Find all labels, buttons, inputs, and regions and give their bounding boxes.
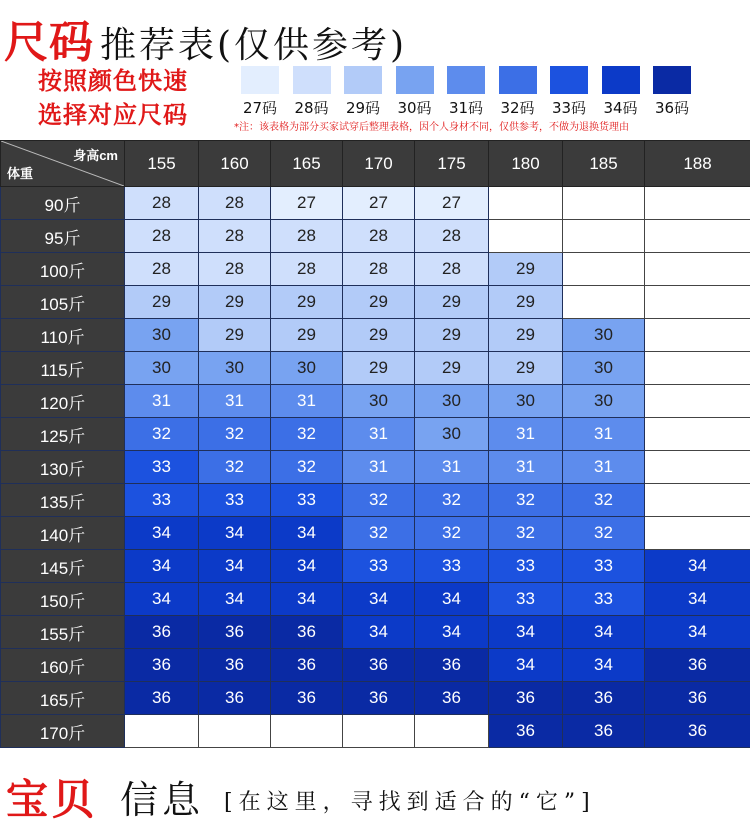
legend-swatch	[396, 66, 434, 94]
table-row	[1, 385, 750, 418]
size-cell: 31	[199, 385, 271, 418]
size-cell: 31	[563, 451, 645, 484]
legend-item	[595, 66, 647, 118]
size-cell: 28	[271, 220, 343, 253]
size-cell	[645, 418, 750, 451]
size-cell	[645, 352, 750, 385]
size-cell: 28	[271, 253, 343, 286]
weight-label-cell: 155斤	[1, 616, 125, 649]
size-cell	[415, 715, 489, 748]
footer-title-black: 信息	[120, 778, 205, 822]
table-row	[1, 187, 750, 220]
size-cell	[563, 220, 645, 253]
size-cell: 34	[645, 583, 750, 616]
size-cell: 32	[415, 517, 489, 550]
weight-label-cell: 95斤	[1, 220, 125, 253]
size-cell: 29	[199, 286, 271, 319]
size-cell: 31	[343, 418, 415, 451]
table-row	[1, 319, 750, 352]
size-cell: 36	[645, 649, 750, 682]
size-cell: 36	[199, 649, 271, 682]
size-cell: 28	[199, 187, 271, 220]
legend-label: 27码	[242, 99, 278, 117]
size-cell	[271, 715, 343, 748]
size-cell: 30	[415, 385, 489, 418]
weight-label-cell: 170斤	[1, 715, 125, 748]
height-header-cell: 188	[645, 141, 750, 187]
table-row	[1, 352, 750, 385]
size-cell: 29	[343, 286, 415, 319]
table-row	[1, 484, 750, 517]
size-cell: 32	[343, 517, 415, 550]
size-cell: 32	[199, 451, 271, 484]
size-cell: 36	[489, 682, 563, 715]
table-row	[1, 616, 750, 649]
size-cell: 33	[199, 484, 271, 517]
size-cell: 32	[563, 484, 645, 517]
size-cell: 34	[645, 550, 750, 583]
legend-swatch	[241, 66, 279, 94]
legend-label: 28码	[294, 99, 329, 117]
header-row	[1, 141, 750, 187]
weight-label-cell: 105斤	[1, 286, 125, 319]
weight-label-cell: 120斤	[1, 385, 125, 418]
size-cell: 29	[343, 319, 415, 352]
table-row	[1, 220, 750, 253]
size-cell	[563, 187, 645, 220]
size-cell	[645, 286, 750, 319]
size-cell: 34	[125, 583, 199, 616]
size-cell	[645, 187, 750, 220]
weight-label-cell: 90斤	[1, 187, 125, 220]
size-cell: 28	[125, 187, 199, 220]
size-cell: 28	[343, 253, 415, 286]
size-cell: 29	[271, 319, 343, 352]
height-header-cell: 175	[415, 141, 489, 187]
size-cell: 36	[645, 682, 750, 715]
size-cell: 33	[125, 451, 199, 484]
size-cell: 36	[271, 616, 343, 649]
size-cell: 34	[199, 583, 271, 616]
legend-item	[286, 66, 338, 118]
size-cell	[645, 517, 750, 550]
size-cell: 27	[415, 187, 489, 220]
table-row	[1, 517, 750, 550]
table-row	[1, 715, 750, 748]
weight-label-cell: 125斤	[1, 418, 125, 451]
height-header-cell: 155	[125, 141, 199, 187]
height-header-cell: 185	[563, 141, 645, 187]
size-cell: 34	[199, 517, 271, 550]
color-legend	[234, 66, 694, 118]
size-cell: 36	[125, 616, 199, 649]
size-cell: 34	[125, 517, 199, 550]
disclaimer-note: *注：该表格为部分买家试穿后整理表格，因个人身材不同，仅供参考，不做为退换货理由	[234, 122, 629, 133]
table-row	[1, 583, 750, 616]
size-chart-header	[0, 0, 750, 140]
size-cell: 36	[343, 682, 415, 715]
size-cell: 30	[125, 319, 199, 352]
size-cell: 36	[271, 682, 343, 715]
size-cell: 36	[415, 649, 489, 682]
size-cell: 29	[343, 352, 415, 385]
weight-label-cell: 145斤	[1, 550, 125, 583]
size-cell: 29	[489, 352, 563, 385]
size-cell: 33	[489, 550, 563, 583]
size-cell: 34	[563, 616, 645, 649]
size-cell: 34	[489, 649, 563, 682]
size-cell: 32	[271, 451, 343, 484]
size-cell: 27	[343, 187, 415, 220]
legend-item	[234, 66, 286, 118]
page-title	[4, 6, 407, 70]
instruction-line-2: 选择对应尺码	[38, 101, 188, 129]
size-cell: 36	[563, 715, 645, 748]
size-cell: 32	[415, 484, 489, 517]
size-cell: 34	[563, 649, 645, 682]
size-cell: 36	[415, 682, 489, 715]
size-cell: 32	[271, 418, 343, 451]
size-cell: 32	[489, 484, 563, 517]
legend-item	[389, 66, 441, 118]
size-cell: 32	[489, 517, 563, 550]
weight-label-cell: 140斤	[1, 517, 125, 550]
size-cell: 30	[199, 352, 271, 385]
legend-item	[440, 66, 492, 118]
size-cell: 33	[563, 583, 645, 616]
table-row	[1, 682, 750, 715]
legend-label: 36码	[654, 99, 690, 117]
legend-swatch	[344, 66, 382, 94]
size-cell: 31	[563, 418, 645, 451]
size-cell: 36	[645, 715, 750, 748]
size-cell: 30	[563, 352, 645, 385]
size-cell: 31	[343, 451, 415, 484]
height-header-cell: 165	[271, 141, 343, 187]
height-header-cell: 180	[489, 141, 563, 187]
size-cell: 28	[415, 253, 489, 286]
footer-title-red: 宝贝	[6, 775, 99, 824]
size-cell: 36	[199, 682, 271, 715]
size-cell	[645, 220, 750, 253]
height-axis-label: 身高cm	[73, 148, 118, 163]
size-cell: 34	[271, 517, 343, 550]
footer-subtitle: [在这里，寻找到适合的“它”]	[224, 790, 596, 815]
table-row	[1, 253, 750, 286]
legend-item	[543, 66, 595, 118]
size-cell: 34	[271, 550, 343, 583]
legend-swatch	[447, 66, 485, 94]
size-cell: 31	[125, 385, 199, 418]
legend-item	[492, 66, 544, 118]
legend-swatch	[550, 66, 588, 94]
size-cell	[125, 715, 199, 748]
size-cell	[645, 451, 750, 484]
size-cell: 30	[271, 352, 343, 385]
legend-swatch	[293, 66, 331, 94]
size-cell: 29	[415, 319, 489, 352]
weight-label-cell: 150斤	[1, 583, 125, 616]
table-row	[1, 550, 750, 583]
size-cell: 32	[343, 484, 415, 517]
color-instruction	[38, 64, 238, 132]
size-cell: 32	[125, 418, 199, 451]
weight-label-cell: 165斤	[1, 682, 125, 715]
size-cell: 33	[343, 550, 415, 583]
size-cell: 28	[343, 220, 415, 253]
size-cell: 29	[199, 319, 271, 352]
size-cell	[645, 385, 750, 418]
size-cell: 32	[199, 418, 271, 451]
size-cell: 34	[343, 616, 415, 649]
size-cell: 33	[563, 550, 645, 583]
legend-item	[646, 66, 698, 118]
size-cell: 34	[199, 550, 271, 583]
size-cell: 36	[563, 682, 645, 715]
size-cell: 30	[343, 385, 415, 418]
size-cell	[645, 484, 750, 517]
size-cell: 36	[343, 649, 415, 682]
size-cell: 36	[125, 682, 199, 715]
size-cell: 33	[125, 484, 199, 517]
size-cell: 31	[271, 385, 343, 418]
height-header-cell: 160	[199, 141, 271, 187]
legend-label: 30码	[397, 99, 432, 117]
size-cell: 30	[563, 385, 645, 418]
size-cell: 36	[489, 715, 563, 748]
title-size: 尺码	[4, 17, 94, 68]
size-cell: 34	[415, 583, 489, 616]
size-cell: 32	[563, 517, 645, 550]
size-table	[0, 140, 750, 748]
size-cell: 29	[489, 286, 563, 319]
legend-label: 34码	[603, 99, 638, 117]
size-cell: 28	[199, 220, 271, 253]
size-cell: 28	[125, 220, 199, 253]
size-cell: 34	[645, 616, 750, 649]
size-cell: 36	[271, 649, 343, 682]
weight-label-cell: 115斤	[1, 352, 125, 385]
size-cell: 36	[125, 649, 199, 682]
size-cell: 28	[415, 220, 489, 253]
legend-label: 29码	[345, 99, 381, 117]
size-cell: 36	[199, 616, 271, 649]
size-cell: 33	[415, 550, 489, 583]
table-row	[1, 286, 750, 319]
weight-label-cell: 160斤	[1, 649, 125, 682]
legend-swatch	[602, 66, 640, 94]
size-cell	[489, 220, 563, 253]
title-recommend: 推荐表(仅供参考)	[100, 25, 408, 66]
weight-label-cell: 110斤	[1, 319, 125, 352]
instruction-line-1: 按照颜色快速	[38, 67, 188, 95]
legend-swatch	[653, 66, 691, 94]
size-cell	[343, 715, 415, 748]
legend-label: 32码	[500, 99, 535, 117]
legend-label: 33码	[551, 99, 587, 117]
table-row	[1, 418, 750, 451]
weight-label-cell: 100斤	[1, 253, 125, 286]
legend-swatch	[499, 66, 537, 94]
legend-label: 31码	[448, 99, 484, 117]
size-cell	[645, 253, 750, 286]
size-cell: 29	[125, 286, 199, 319]
size-cell	[563, 253, 645, 286]
size-cell: 33	[489, 583, 563, 616]
size-cell: 30	[563, 319, 645, 352]
size-cell: 33	[271, 484, 343, 517]
size-cell: 29	[271, 286, 343, 319]
size-cell: 30	[125, 352, 199, 385]
size-cell: 34	[271, 583, 343, 616]
weight-label-cell: 130斤	[1, 451, 125, 484]
size-cell: 34	[415, 616, 489, 649]
size-cell: 30	[489, 385, 563, 418]
size-cell: 29	[415, 352, 489, 385]
size-cell: 31	[415, 451, 489, 484]
size-cell	[199, 715, 271, 748]
size-cell: 29	[415, 286, 489, 319]
size-cell: 34	[125, 550, 199, 583]
size-cell: 34	[489, 616, 563, 649]
table-row	[1, 451, 750, 484]
size-cell	[489, 187, 563, 220]
size-cell: 27	[271, 187, 343, 220]
size-cell: 30	[415, 418, 489, 451]
legend-item	[337, 66, 389, 118]
size-cell: 31	[489, 451, 563, 484]
size-cell	[645, 319, 750, 352]
corner-cell	[1, 141, 125, 187]
size-cell	[563, 286, 645, 319]
size-cell: 34	[343, 583, 415, 616]
weight-axis-label: 体重	[7, 166, 34, 181]
height-header-cell: 170	[343, 141, 415, 187]
weight-label-cell: 135斤	[1, 484, 125, 517]
product-info-banner	[0, 763, 750, 832]
size-cell: 28	[125, 253, 199, 286]
size-cell: 29	[489, 253, 563, 286]
size-cell: 31	[489, 418, 563, 451]
size-cell: 29	[489, 319, 563, 352]
size-cell: 28	[199, 253, 271, 286]
table-row	[1, 649, 750, 682]
